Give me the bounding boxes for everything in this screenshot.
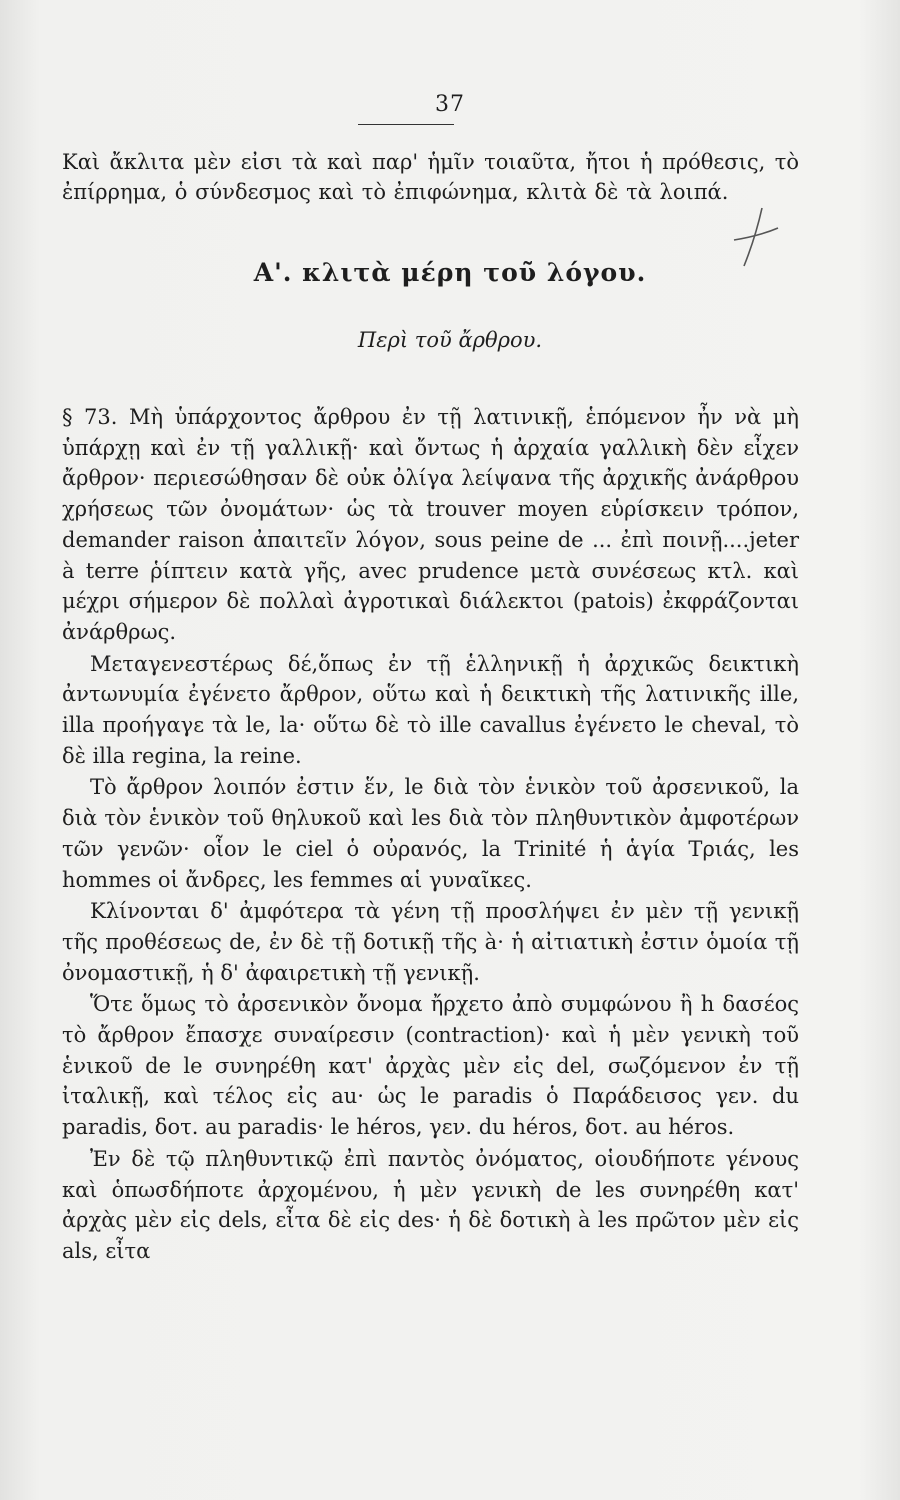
paragraph-73: § 73. Μὴ ὑπάρχοντος ἄρθρου ἐν τῇ λατινικῇ, ἑπόμενον ἦν νὰ μὴ ὑπάρχῃ καὶ ἐν τῇ γαλλικῇ· καὶ ὄντως ἡ ἀρχαία γαλλικὴ δὲν εἶχεν ἄρθρον· περιεσώθησαν δὲ οὐκ ὀλίγα λείψανα τῆς ἀρχικῆς ἀνάρθρου χρήσεως τῶν ὀνομάτων· ὡς τὰ trouver moyen εὑρίσκειν τρόπον, demander raison ἀπαιτεῖν λόγον, sous peine de ... ἐπὶ ποινῇ....jeter à terre ῥίπτειν κατὰ γῆς, avec prudence μετὰ συνέσεως κτλ. καὶ μέχρι σήμερον δὲ πολλαὶ ἀγροτικαὶ διάλεκτοι (patois) ἐκφράζονται ἀνάρθρως. xyxy=(62,405,799,644)
paragraph-declension: Κλίνονται δ' ἀμφότερα τὰ γένη τῇ προσλήψει ἐν μὲν τῇ γενικῇ τῆς προθέσεως de, ἐν δὲ τῇ δοτικῇ τῆς à· ἡ αἰτιατικὴ ἐστιν ὁμοία τῇ ὀνομαστικῇ, ἡ δ' ἀφαιρετικὴ τῇ γενικῇ. xyxy=(62,899,799,985)
body-text xyxy=(62,402,799,1268)
paragraph-article-forms: Τὸ ἄρθρον λοιπόν ἐστιν ἕν, le διὰ τὸν ἑνικὸν τοῦ ἀρσενικοῦ, la διὰ τὸν ἑνικὸν τοῦ θηλυκοῦ καὶ les διὰ τὸν πληθυντικὸν ἀμφοτέρων τῶν γενῶν· οἷον le ciel ὁ οὐρανός, la Trinité ἡ ἁγία Τριάς, les hommes οἱ ἄνδρες, les femmes αἱ γυναῖκες. xyxy=(62,775,799,892)
subsection-heading: Περὶ τοῦ ἄρθρου. xyxy=(357,328,543,352)
page-number-rule xyxy=(358,124,454,125)
paragraph-plural: Ἐν δὲ τῷ πληθυντικῷ ἐπὶ παντὸς ὀνόματος, οἱουδήποτε γένους καὶ ὁπωσδήποτε ἀρχομένου, ἡ μὲν γενικὴ de les συνηρέθη κατ' ἀρχὰς μὲν εἰς dels, εἶτα δὲ εἰς des· ἡ δὲ δοτικὴ à les πρῶτον μὲν εἰς als, εἶτα xyxy=(62,1146,799,1263)
page-number: 37 xyxy=(435,92,465,117)
section-heading: Α'. κλιτὰ μέρη τοῦ λόγου. xyxy=(253,258,647,287)
paragraph-contraction: Ὅτε ὅμως τὸ ἀρσενικὸν ὄνομα ἤρχετο ἀπὸ συμφώνου ἢ h δασέος τὸ ἄρθρον ἔπασχε συναίρεσιν (contraction)· καὶ ἡ μὲν γενικὴ τοῦ ἑνικοῦ de le συνηρέθη κατ' ἀρχὰς μὲν εἰς del, σωζόμενον ἐν τῇ ἰταλικῇ, καὶ τέλος εἰς au· ὡς le paradis ὁ Παράδεισος γεν. du paradis, δοτ. au paradis· le héros, γεν. du héros, δοτ. au héros. xyxy=(62,992,799,1140)
intro-paragraph: Καὶ ἄκλιτα μὲν εἰσι τὰ καὶ παρ' ἡμῖν τοιαῦτα, ἤτοι ἡ πρόθεσις, τὸ ἐπίρρημα, ὁ σύνδεσμος καὶ τὸ ἐπιφώνημα, κλιτὰ δὲ τὰ λοιπά. xyxy=(62,150,799,204)
paragraph-later-article: Μεταγενεστέρως δέ,ὅπως ἐν τῇ ἑλληνικῇ ἡ ἀρχικῶς δεικτικὴ ἀντωνυμία ἐγένετο ἄρθρον, οὕτω καὶ ἡ δεικτικὴ τῆς λατινικῆς ille, illa προήγαγε τὰ le, la· οὕτω δὲ τὸ ille cavallus ἐγένετο le cheval, τὸ δὲ illa regina, la reine. xyxy=(62,651,799,768)
